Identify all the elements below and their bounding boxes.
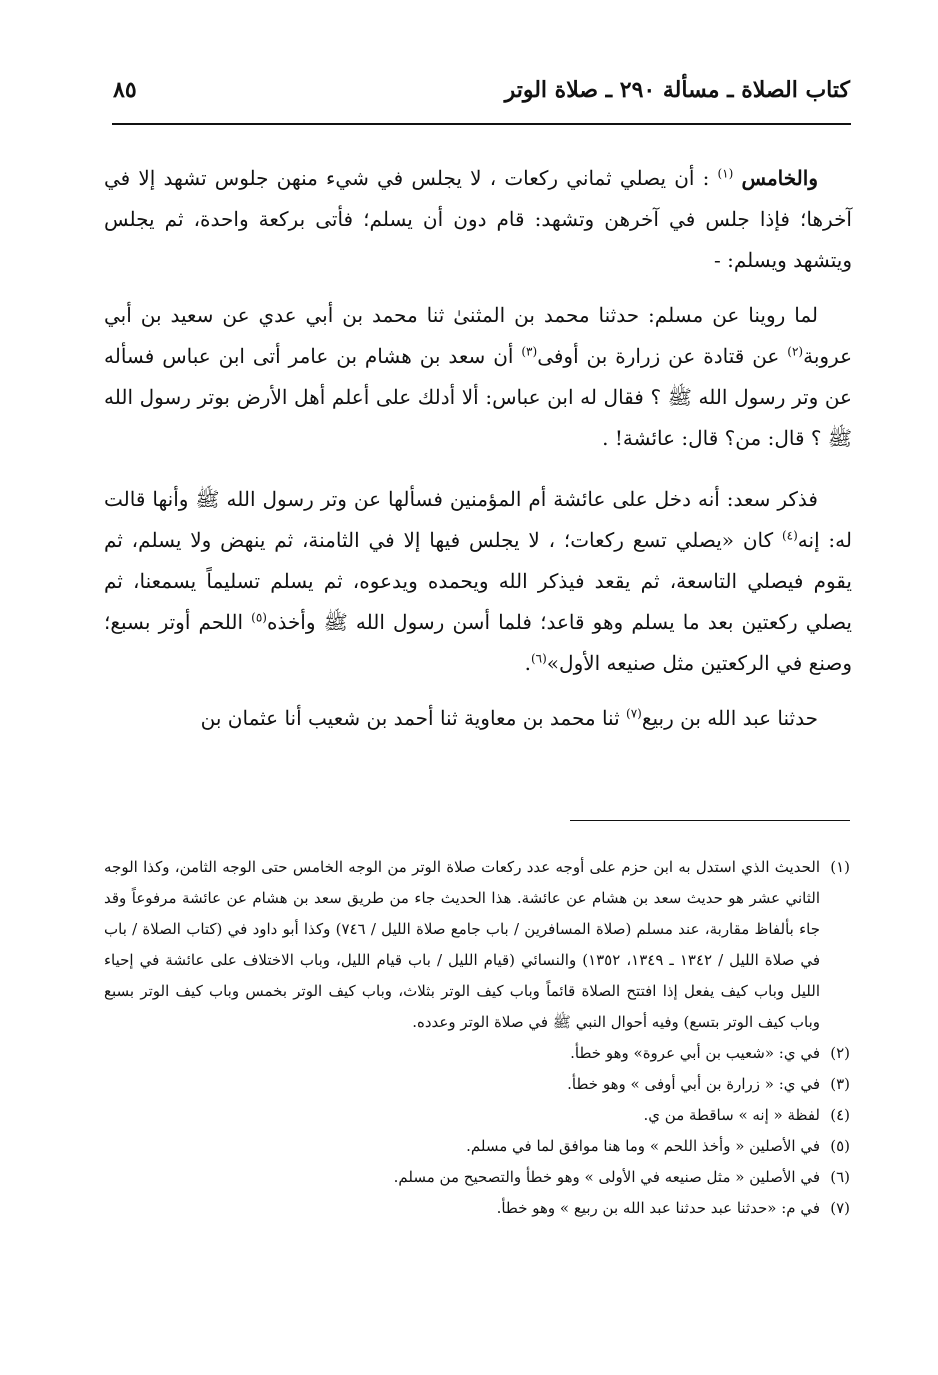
- paragraph-3-text-a: فذكر سعد: أنه دخل على عائشة أم المؤمنين فسألها عن وتر رسول الله ﷺ وأنها قالت له: إنه: [104, 487, 852, 552]
- paragraph-1: [104, 158, 852, 281]
- footnote-7: [104, 1193, 850, 1224]
- footnote-2: [104, 1038, 850, 1069]
- footnote-3: [104, 1069, 850, 1100]
- footnote-text: لفظة « إنه » ساقطة من ي.: [643, 1106, 820, 1124]
- footnote-ref-5: (٥): [251, 610, 267, 625]
- footnote-number: (٤): [830, 1106, 850, 1124]
- paragraph-2: [104, 295, 852, 459]
- paragraph-1-lead: والخامس: [741, 166, 818, 190]
- page-number: ٨٥: [113, 77, 137, 103]
- paragraph-4: [104, 698, 852, 739]
- paragraph-2-text-b: عن قتادة عن زرارة بن أوفى: [537, 344, 788, 368]
- footnote-ref-7: (٧): [626, 706, 642, 721]
- footnote-number: (١): [830, 858, 850, 876]
- footnote-number: (٧): [830, 1199, 850, 1217]
- header-rule: [112, 123, 851, 125]
- running-header: [113, 74, 850, 116]
- footnote-ref-4: (٤): [781, 528, 798, 543]
- footnote-number: (٣): [830, 1075, 850, 1093]
- footnote-separator: [570, 820, 850, 821]
- footnote-number: (٥): [830, 1137, 850, 1155]
- paragraph-4-text-a: حدثنا عبد الله بن ربيع: [641, 706, 818, 730]
- footnote-ref-2: (٢): [787, 344, 804, 359]
- paragraph-3-text-c: اللحم أوتر بسبع؛ وصنع في الركعتين مثل صنيعه الأول»: [104, 610, 852, 675]
- header-title: كتاب الصلاة ـ مسألة ٢٩٠ ـ صلاة الوتر: [504, 77, 850, 103]
- footnote-text: في م: «حدثنا عبد حدثنا عبد الله بن ربيع » وهو خطأ.: [496, 1199, 820, 1217]
- paragraph-1-text: : أن يصلي ثماني ركعات ، لا يجلس في شيء منهن جلوس تشهد إلا في آخرها؛ فإذا جلس في آخرهن وتشهد: قام دون أن يسلم؛ فأتى بركعة واحدة، ثم يجلس ويتشهد ويسلم: -: [104, 166, 852, 272]
- footnote-5: [104, 1131, 850, 1162]
- main-text: [104, 158, 852, 739]
- footnote-text: في ي: «شعيب بن أبي عروة» وهو خطأ.: [570, 1044, 820, 1062]
- footnotes: [104, 852, 850, 1224]
- footnote-text: الحديث الذي استدل به ابن حزم على أوجه عدد ركعات صلاة الوتر من الوجه الخامس حتى الوجه الثامن، وكذا الوجه الثاني عشر هو حديث سعد بن هشام عن عائشة. هذا الحديث جاء من طريق سعد بن هشام عن عائشة مرفوعاً وقد جاء بألفاظ مقاربة، عند مسلم (صلاة المسافرين / باب جامع صلاة الليل / ٧٤٦) وكذا أبو داود في (كتاب الصلاة / باب في صلاة الليل / ١٣٤٢ ـ ١٣٤٩، ١٣٥٢) والنسائي (قيام الليل / باب قيام الليل، وباب الاختلاف على عائشة في إحياء الليل وباب كيف يفعل إذا افتتح الصلاة قائماً وباب كيف الوتر بثلاث، وباب كيف الوتر بخمس وباب كيف الوتر بسبع وباب كيف الوتر بتسع) وفيه أحوال النبي ﷺ في صلاة الوتر وعدده.: [104, 858, 820, 1031]
- paragraph-3-text-b: كان «يصلي تسع ركعات؛ ، لا يجلس فيها إلا في الثامنة، ثم ينهض ولا يسلم، ثم يقوم فيصلي التاسعة، ثم يقعد فيذكر الله ويحمده ويدعوه، ثم يسلم تسليماً يسمعنا، ثم يصلي ركعتين بعد ما يسلم وهو قاعد؛ فلما أسن رسول الله ﷺ وأخذه: [104, 528, 852, 634]
- paragraph-4-text-b: ثنا محمد بن معاوية ثنا أحمد بن شعيب أنا عثمان بن: [200, 706, 627, 730]
- footnote-text: في ي: « زرارة بن أبي أوفى » وهو خطأ.: [567, 1075, 820, 1093]
- footnote-6: [104, 1162, 850, 1193]
- paragraph-2-text-c: أن سعد بن هشام بن عامر أتى ابن عباس فسأله عن وتر رسول الله ﷺ ؟ فقال له ابن عباس: ألا أدلك على أعلم أهل الأرض بوتر رسول الله ﷺ ؟ قال: من؟ قال: عائشة! .: [104, 344, 852, 450]
- footnote-number: (٦): [830, 1168, 850, 1186]
- footnote-text: في الأصلين « مثل صنيعه في الأولى » وهو خطأ والتصحيح من مسلم.: [393, 1168, 820, 1186]
- footnote-ref-3: (٣): [521, 344, 538, 359]
- footnote-ref-1: (١): [717, 166, 734, 181]
- footnote-4: [104, 1100, 850, 1131]
- footnote-1: [104, 852, 850, 1038]
- footnote-ref-6: (٦): [530, 651, 547, 666]
- paragraph-3-text-d: .: [524, 651, 531, 675]
- footnote-text: في الأصلين « وأخذ اللحم » وما هنا موافق لما في مسلم.: [466, 1137, 820, 1155]
- footnote-number: (٢): [830, 1044, 850, 1062]
- paragraph-3: [104, 479, 852, 684]
- paragraph-2-text-a: لما روينا عن مسلم: حدثنا محمد بن المثنىٰ ثنا محمد بن أبي عدي عن سعيد بن أبي عروبة: [104, 303, 853, 368]
